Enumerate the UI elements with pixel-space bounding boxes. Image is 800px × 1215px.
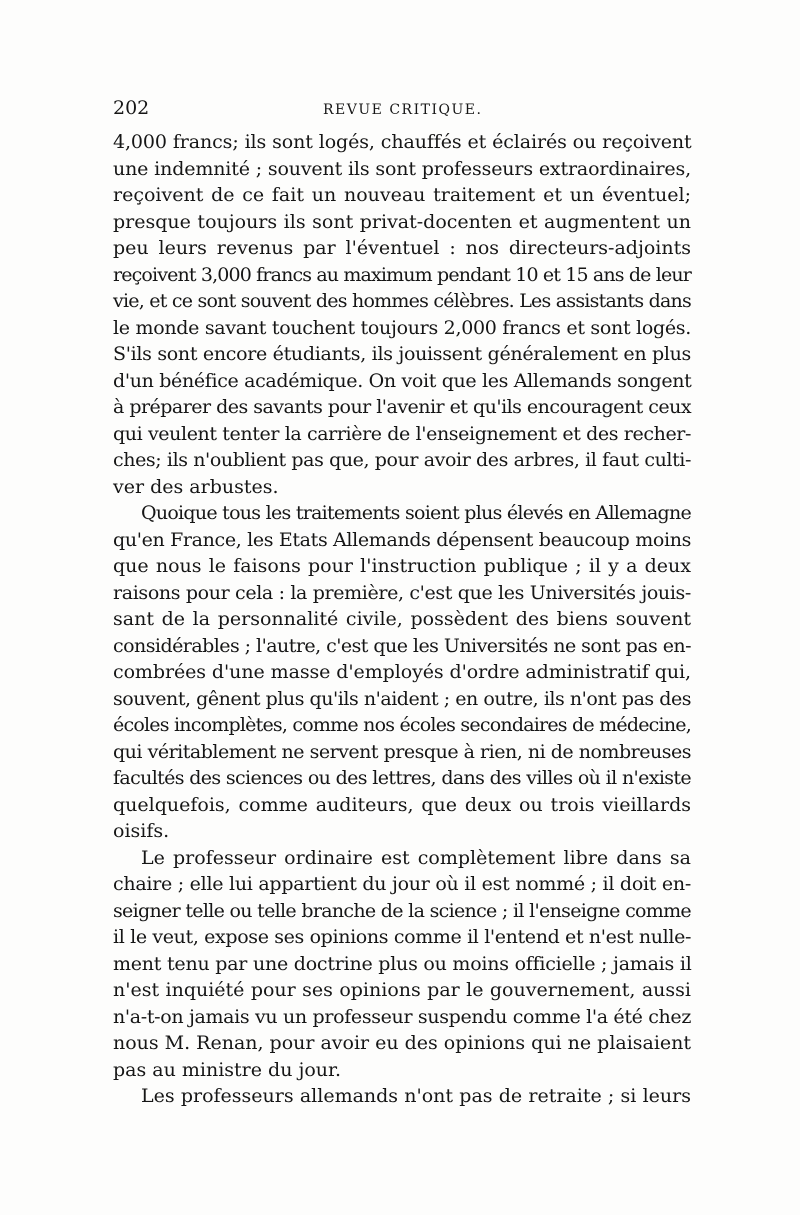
text-line: qu'en France, les Etats Allemands dépensent beaucoup moins	[113, 528, 691, 551]
text-line: n'est inquiété pour ses opinions par le gouvernement, aussi	[113, 979, 691, 1001]
text-line: ver des arbustes.	[113, 475, 279, 498]
text-line: quelquefois, comme auditeurs, que deux ou trois vieillards	[113, 793, 691, 816]
text-line: n'a-t-on jamais vu un professeur suspendu comme l'a été chez	[113, 1005, 692, 1028]
text-line: le monde savant touchent toujours 2,000 francs et sont logés.	[113, 316, 691, 339]
text-line: ches; ils n'oublient pas que, pour avoir des arbres, il faut culti-	[113, 449, 692, 471]
text-line: écoles incomplètes, comme nos écoles secondaires de médecine,	[113, 714, 691, 736]
page-header	[113, 96, 693, 124]
text-line: combrées d'une masse d'employés d'ordre administratif qui,	[113, 661, 692, 683]
text-line: considérables ; l'autre, c'est que les Universités ne sont pas en-	[113, 634, 691, 657]
text-line: chaire ; elle lui appartient du jour où il est nommé ; il doit en-	[113, 873, 692, 895]
text-line: qui véritablement ne servent presque à rien, ni de nombreuses	[113, 740, 692, 763]
text-line: 4,000 francs; ils sont logés, chauffés et éclairés ou reçoivent	[113, 131, 692, 153]
paragraph-4	[113, 1083, 691, 1110]
text-line: S'ils sont encore étudiants, ils jouissent généralement en plus	[113, 343, 691, 365]
text-line: facultés des sciences ou des lettres, dans des villes où il n'existe	[113, 767, 691, 789]
paragraph-3	[113, 845, 691, 1084]
text-line: vie, et ce sont souvent des hommes célèbres. Les assistants dans	[113, 290, 691, 312]
text-line: reçoivent de ce fait un nouveau traitement et un éventuel;	[113, 184, 691, 206]
body-text	[113, 129, 691, 1110]
text-line: ment tenu par une doctrine plus ou moins officielle ; jamais il	[113, 952, 692, 975]
text-line: que nous le faisons pour l'instruction publique ; il y a deux	[113, 555, 691, 577]
running-head: REVUE CRITIQUE.	[323, 102, 483, 118]
text-line: Les professeurs allemands n'ont pas de retraite ; si leurs	[141, 1085, 691, 1107]
text-line: Quoique tous les traitements soient plus élevés en Allemagne	[141, 502, 691, 524]
paragraph-2	[113, 500, 691, 845]
text-line: pas au ministre du jour.	[113, 1058, 342, 1081]
text-line: reçoivent 3,000 francs au maximum pendant 10 et 15 ans de leur	[113, 263, 691, 286]
text-line: seigner telle ou telle branche de la science ; il l'enseigne comme	[113, 899, 691, 922]
paragraph-1	[113, 129, 691, 500]
text-line: sant de la personnalité civile, possèdent des biens souvent	[113, 608, 691, 630]
text-line: qui veulent tenter la carrière de l'enseignement et des recher-	[113, 422, 692, 445]
text-line: Le professeur ordinaire est complètement libre dans sa	[141, 846, 691, 869]
text-line: il le veut, expose ses opinions comme il l'entend et n'est nulle-	[113, 926, 692, 948]
text-line: presque toujours ils sont privat-docenten et augmentent un	[113, 210, 691, 233]
text-line: d'un bénéfice académique. On voit que les Allemands songent	[113, 369, 692, 392]
text-line: oisifs.	[113, 820, 170, 842]
page-number: 202	[113, 97, 150, 119]
text-line: une indemnité ; souvent ils sont professeurs extraordinaires,	[113, 157, 692, 180]
text-line: nous M. Renan, pour avoir eu des opinions qui ne plaisaient	[113, 1032, 691, 1054]
text-line: raisons pour cela : la première, c'est que les Universités jouis-	[113, 581, 691, 604]
text-line: peu leurs revenus par l'éventuel : nos directeurs-adjoints	[113, 237, 691, 259]
text-line: à préparer des savants pour l'avenir et qu'ils encouragent ceux	[113, 396, 692, 418]
text-line: souvent, gênent plus qu'ils n'aident ; en outre, ils n'ont pas des	[113, 687, 692, 710]
